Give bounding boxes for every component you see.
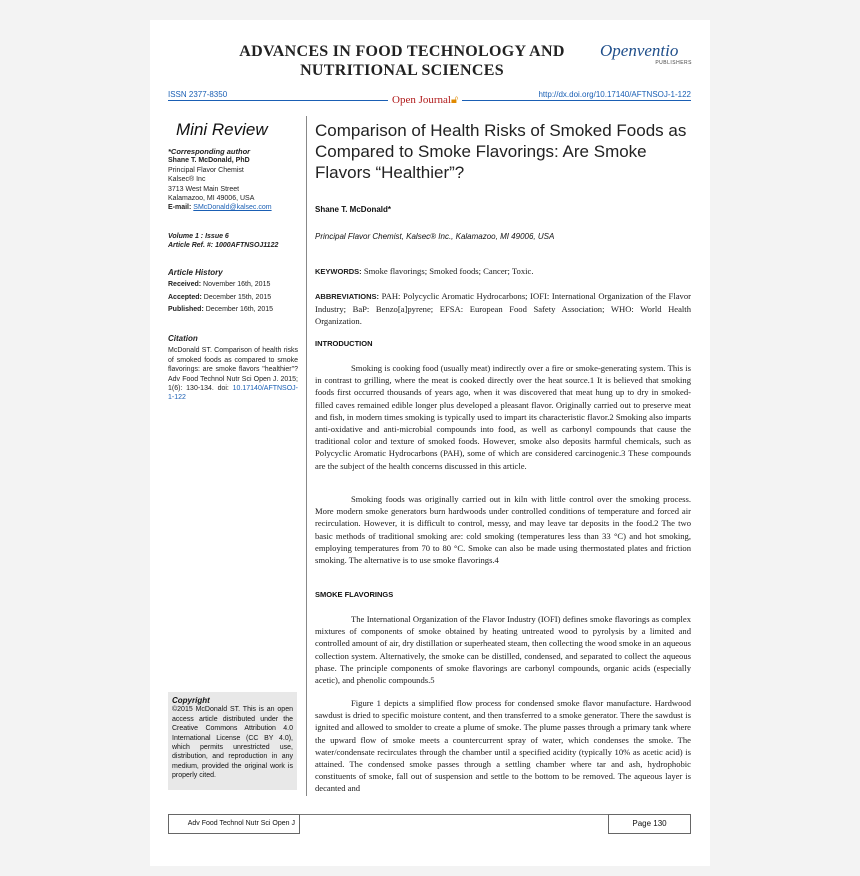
article-type: Mini Review (176, 120, 268, 139)
publisher-logo (600, 42, 692, 72)
smoke-paragraph-1: The International Organization of the Flavor Industry (IOFI) defines smoke flavorings as complex mixtures of components of smoke obtained by heating untreated wood to pyrolysis by a limited and controlled amount of air, dry distillation or superheated steam, then collecting the wood smoke in an aqueous collection system. Alternatively, the smoke can be distilled, condensed, and separated to collect the aqueous phase. The principle components of smoke flavorings are carbonyl compounds, organic acids (especially acetic), and phenolic compounds.5 (315, 614, 691, 686)
open-journal-badge (388, 94, 462, 107)
author-line: Principal Flavor Chemist (168, 166, 244, 174)
abbrev-label: ABBREVIATIONS: (315, 292, 380, 301)
copyright-heading: Copyright (172, 696, 210, 705)
citation-doi[interactable]: 10.17140/AFTNSOJ-1-122 (168, 385, 299, 402)
abbreviations (315, 290, 691, 328)
history-heading: Article History (168, 268, 223, 277)
issn: ISSN 2377-8350 (168, 90, 228, 99)
email-label: E-mail: (168, 204, 192, 212)
smoke-paragraph-2: Figure 1 depicts a simplified flow process for condensed smoke flavor manufacture. Hardwood sawdust is dried to specific moisture content, and then transferred to a smoke generator. There the sawdust is ignited and allowed to smolder to create a plume of smoke. The plume passes through a primary tank where the upward flow of smoke meets a countercurrent spray of water, which condenses the smoke. The water/condensate recirculates through the chamber until a specified acidity (typically 10% as acetic acid) is attained. The condensed smoke passes through a settling chamber where tar and ash, hydrophobic constituents of smoke, fall out of suspension and settle to the bottom to be removed. The aqueous layer is decanted and (315, 698, 691, 794)
volume-block (168, 232, 298, 251)
smoke-heading: SMOKE FLAVORINGS (315, 590, 394, 599)
corresponding-heading: *Corresponding author (168, 147, 251, 156)
copyright-box (168, 692, 297, 790)
received-date: November 16th, 2015 (203, 281, 271, 289)
author-line: Kalamazoo, MI 49006, USA (168, 195, 255, 203)
published-label: Published: (168, 306, 204, 314)
journal-title: ADVANCES IN FOOD TECHNOLOGY AND NUTRITIONAL SCIENCES (239, 43, 565, 79)
open-journal-label: Open Journal (392, 94, 451, 106)
corresponding-author-block (168, 147, 298, 213)
email-link[interactable]: SMcDonald@kalsec.com (193, 204, 272, 212)
published-date: December 16th, 2015 (205, 306, 274, 314)
logo-sub: PUBLISHERS (655, 60, 692, 66)
intro-paragraph-2: Smoking foods was originally carried out in kiln with little control over the smoking process. More modern smoke generators burn hardwoods under controlled conditions of temperature and forced air recirculation. However, it is difficult to control, messy, and may leave tar deposits in the food.2 The two basic methods of traditional smoking are: cold smoking (temperatures less than 33 °C) and hot smoking, employing temperatures from 70 to 80 °C. Smoke can also be made using thermostated plates and friction smoking. The alternative is to use smoke flavorings.4 (315, 494, 691, 566)
intro-paragraph-1: Smoking is cooking food (usually meat) indirectly over a fire or smoke-generating system. This is in contrast to grilling, where the meat is cooked directly over the heat source.1 It is believed that smoking foods first occurred thousands of years ago, when it was discovered that meat hung up to dry in smoked-filled caves remained edible longer plus developed a pleasant flavor. Originally carried out to preserve meat and fish, in modern times smoking is typically used to impart its characteristic flavor.2 Smoking also imparts anti-oxidative and anti-microbial compounds into food, as well as carbonyl compounds that cause the traditional color and texture of smoked foods. However, smoke also deposits harmful chemicals, such as Polycyclic Aromatic Hydrocarbons (PAH), some of which are considered carcinogenic.3 These compounds are the subject of the health concerns discussed in this article. (315, 363, 691, 471)
citation-text: McDonald ST. Comparison of health risks of smoked foods as compared to smoke flavorings: are smoke flavors "healthier"? Adv Food Technol Nutr Sci Open J. 2015; 1(6): 130-134. doi: (168, 347, 298, 393)
footer-page: Page 130 (608, 814, 691, 834)
footer-journal: Adv Food Technol Nutr Sci Open J (168, 814, 300, 834)
keywords-text: Smoke flavorings; Smoked foods; Cancer; Toxic. (363, 266, 534, 276)
volume: Volume 1 : Issue 6 (168, 233, 229, 240)
history-block (168, 268, 298, 315)
abbrev-text: PAH: Polycyclic Aromatic Hydrocarbons; IOFI: International Organization of the Flavor Industry; BaP: Benzo[a]pyrene; EFSA: European Food Safety Association; WHO: World Health Organization. (315, 291, 691, 327)
author-line: 3713 West Main Street (168, 185, 240, 193)
citation-block (168, 334, 298, 403)
article-author: Shane T. McDonald* (315, 205, 392, 214)
doi-link[interactable]: http://dx.doi.org/10.17140/AFTNSOJ-1-122 (538, 90, 691, 99)
citation-heading: Citation (168, 334, 198, 343)
received-label: Received: (168, 281, 202, 289)
accepted-label: Accepted: (168, 293, 202, 301)
keywords-label: KEYWORDS: (315, 267, 362, 276)
open-lock-icon: 🔓︎ (450, 94, 459, 106)
author-line: Kalsec® Inc (168, 176, 206, 184)
copyright-text: ©2015 McDonald ST. This is an open access article distributed under the Creative Commons Attribution 4.0 International License (CC BY 4.0), which permits unrestricted use, distribution, and reproduction in any medium, provided the original work is properly cited. (172, 706, 293, 780)
logo-name: Openventio (600, 41, 679, 60)
article-affiliation: Principal Flavor Chemist, Kalsec® Inc., Kalamazoo, MI 49006, USA (315, 232, 555, 241)
keywords (315, 265, 691, 278)
article-ref: Article Ref. #: 1000AFTNSOJ1122 (168, 242, 279, 250)
accepted-date: December 15th, 2015 (203, 293, 272, 301)
article-title: Comparison of Health Risks of Smoked Foods as Compared to Smoke Flavorings: Are Smoke Flavors “Healthier”? (315, 121, 687, 182)
intro-heading: INTRODUCTION (315, 339, 373, 348)
column-divider (306, 116, 307, 796)
author-name: Shane T. McDonald, PhD (168, 157, 250, 165)
